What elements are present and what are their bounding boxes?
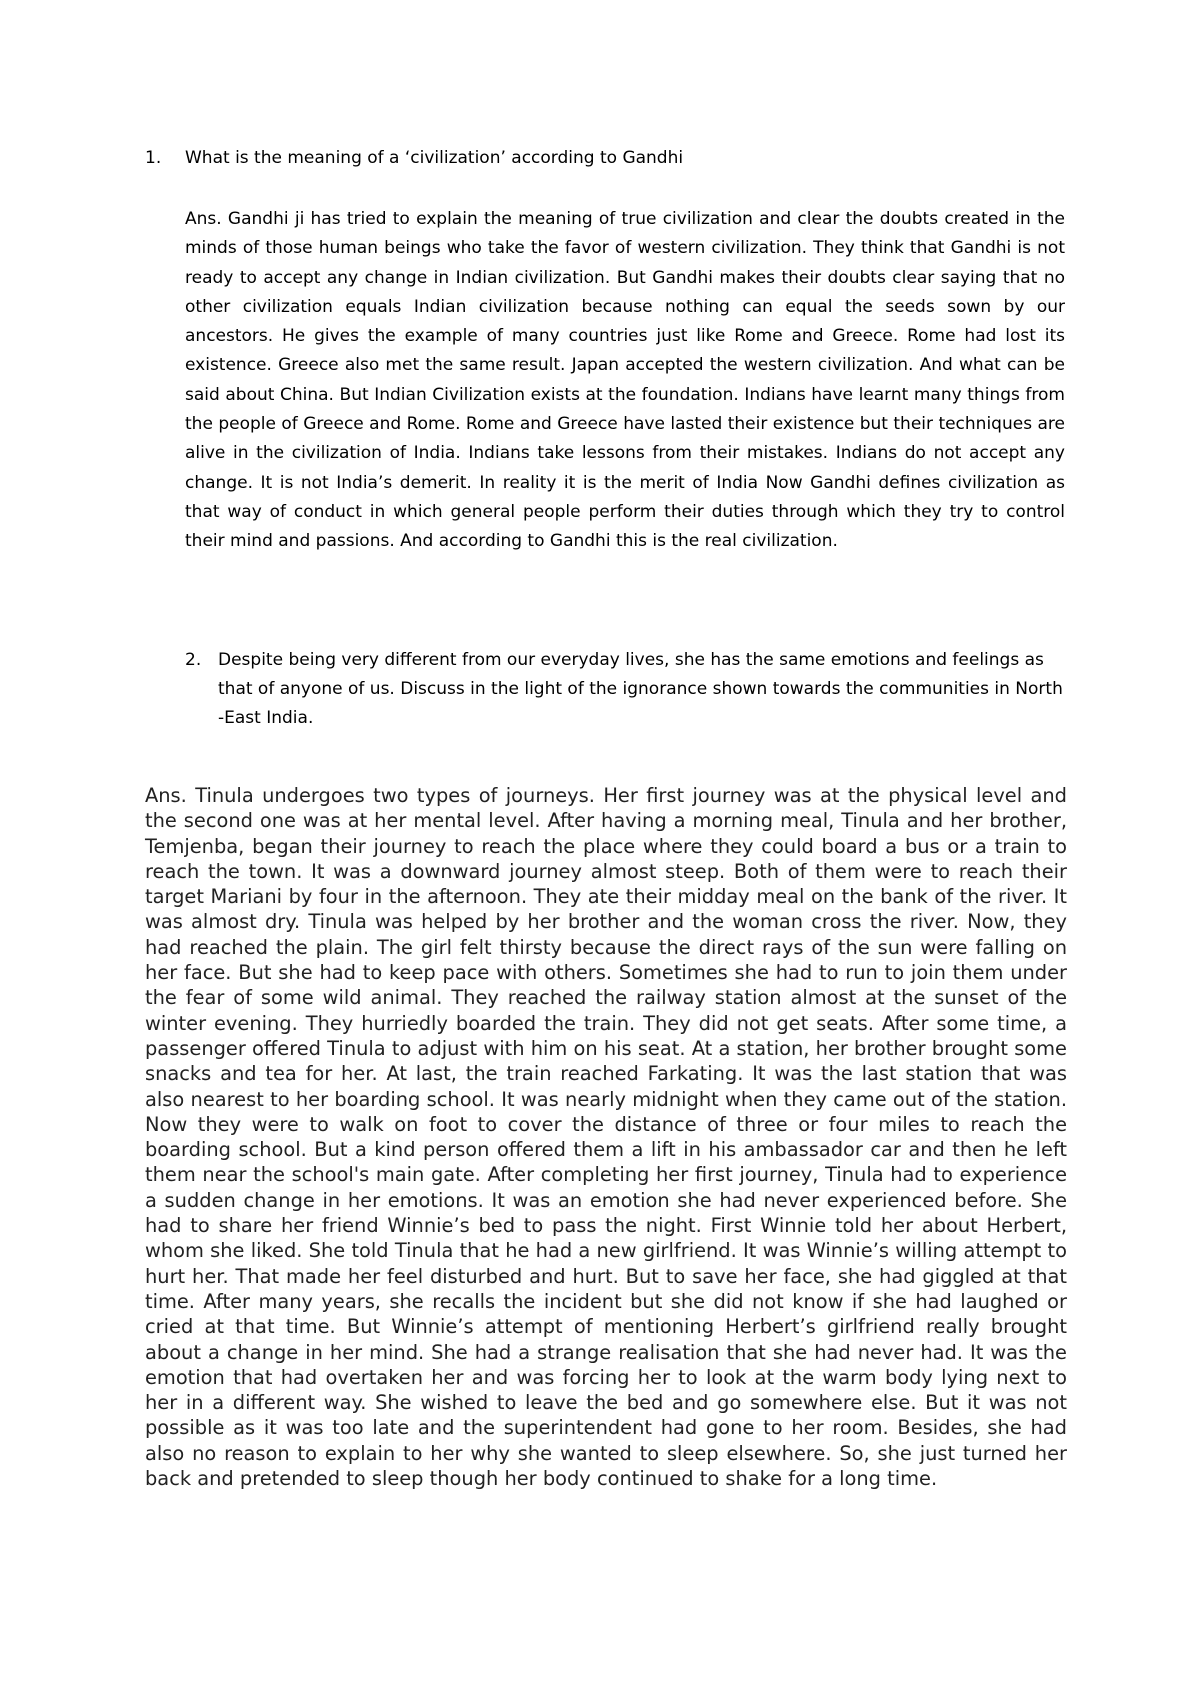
answer-2: Ans. Tinula undergoes two types of journeys. Her first journey was at the physical level and the second one was at her mental level. After having a morning meal, Tinula and her brother, Temjenba, began their journey to reach the place where they could board a bus or a train to reach the town. It was a downward journey almost steep. Both of them were to reach their target Mariani by four in the afternoon. They ate their midday meal on the bank of the river. It was almost dry. Tinula was helped by her brother and the woman cross the river. Now, they had reached the plain. The girl felt thirsty because the direct rays of the sun were falling on her face. But she had to keep pace with others. Sometimes she had to run to join them under the fear of some wild animal. They reached the railway station almost at the sunset of the winter evening. They hurriedly boarded the train. They did not get seats. After some time, a passenger offered Tinula to adjust with him on his seat. At a station, her brother brought some snacks and tea for her. At last, the train reached Farkating. It was the last station that was also nearest to her boarding school. It was nearly midnight when they came out of the station. Now they were to walk on foot to cover the distance of three or four miles to reach the boarding school. But a kind person offered them a lift in his ambassador car and then he left them near the school's main gate. After completing her first journey, Tinula had to experience a sudden change in her emotions. It was an emotion she had never experienced before. She had to share her friend Winnie’s bed to pass the night. First Winnie told her about Herbert, whom she liked. She told Tinula that he had a new girlfriend. It was Winnie’s willing attempt to hurt her. That made her feel disturbed and hurt. But to save her face, she had giggled at that time. After many years, she recalls the incident but she did not know if she had laughed or cried at that time. But Winnie’s attempt of mentioning Herbert’s girlfriend really brought about a change in her mind. She had a strange realisation that she had never had. It was the emotion that had overtaken her and was forcing her to look at the warm body lying next to her in a different way. She wished to leave the bed and go somewhere else. But it was not possible as it was too late and the superintendent had gone to her room. Besides, she had also no reason to explain to her why she wanted to sleep elsewhere. So, she just turned her back and pretended to sleep though her body continued to shake for a long time. [145,784,1067,1491]
answer-1: Ans. Gandhi ji has tried to explain the meaning of true civilization and clear the doubts created in the minds of those human beings who take the favor of western civilization. They think that Gandhi is not ready to accept any change in Indian civilization. But Gandhi makes their doubts clear saying that no other civilization equals Indian civilization because nothing can equal the seeds sown by our ancestors. He gives the example of many countries just like Rome and Greece. Rome had lost its existence. Greece also met the same result. Japan accepted the western civilization. And what can be said about China. But Indian Civilization exists at the foundation. Indians have learnt many things from the people of Greece and Rome. Rome and Greece have lasted their existence but their techniques are alive in the civilization of India. Indians take lessons from their mistakes. Indians do not accept any change. It is not India’s demerit. In reality it is the merit of India Now Gandhi defines civilization as that way of conduct in which general people perform their duties through which they try to control their mind and passions. And according to Gandhi this is the real civilization. [185,209,1065,552]
question-1-text: What is the meaning of a ‘civilization’ according to Gandhi [185,148,684,168]
question-2-number: 2. [185,650,202,670]
question-1-number: 1. [145,148,162,168]
question-2-text: Despite being very different from our everyday lives, she has the same emotions and feelings as that of anyone of us. Discuss in the light of the ignorance shown towards the communities in North -East India. [218,650,1063,728]
